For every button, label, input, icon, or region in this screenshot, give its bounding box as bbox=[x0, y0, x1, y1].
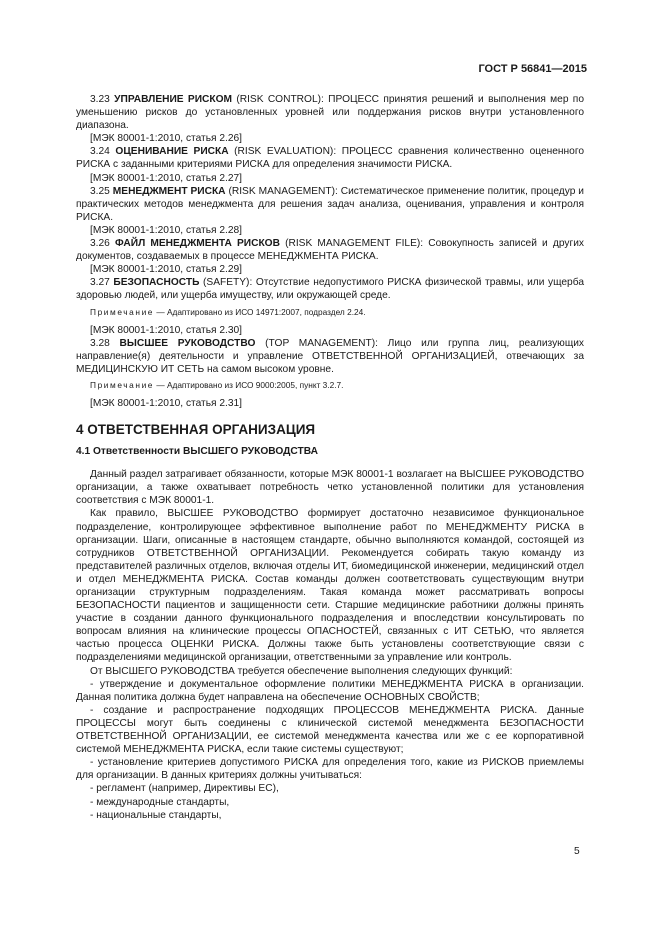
term-entry-3-27: 3.27 БЕЗОПАСНОСТЬ (SAFETY): Отсутствие недопустимого РИСКА физической травмы, или ущерба здоровью людей, или ущерба имуществу, или окружающей среде. bbox=[76, 277, 584, 302]
sub-list-item: - международные стандарты, bbox=[90, 796, 230, 808]
paragraph: Как правило, ВЫСШЕЕ РУКОВОДСТВО формирует достаточно независимое функциональное подразделение, контролирующее эффективное выполнение работ по МЕНЕДЖМЕНТУ РИСКА в организации. Шаги, описанные в настоящем стандарте, обычно выполняются командой, состоящей из сотрудников ОТВЕТСТВЕННОЙ ОРГАНИЗАЦИИ. Рекомендуется собирать такую команду из представителей различных отделов, включая отделы ИТ, биомедицинской инженерии, медицинский отдел и отдел МЕНЕДЖМЕНТА РИСКА. Состав команды должен соответствовать существующим внутри организации структурным подразделениям. Такая команда может рассматривать вопросы БЕЗОПАСНОСТИ пациентов и защищенности сети. Старшие медицинские работники должны принять участие в создании данного функционального подразделения и впоследствии консультировать по вопросам влияния на клинические процессы ОПАСНОСТЕЙ, связанных с ИТ СЕТЬЮ, что является частью процесса ОЦЕНКИ РИСКА. Должны также быть установлены соответствующие связи с подразделениями медицинской организации, ответственными за управление или контроль. bbox=[76, 508, 584, 664]
list-item: - создание и распространение подходящих ПРОЦЕССОВ МЕНЕДЖМЕНТА РИСКА. Данные ПРОЦЕССЫ могут быть соединены с клинической системой менеджмента БЕЗОПАСНОСТИ ОТВЕТСТВЕННОЙ ОРГАНИЗАЦИИ, ее системой менеджмента качества или же с ее корпоративной системой МЕНЕДЖМЕНТА РИСКА, если такие системы существуют; bbox=[76, 704, 584, 756]
document-header: ГОСТ Р 56841—2015 bbox=[478, 63, 587, 75]
sub-list-item: - регламент (например, Директивы ЕС), bbox=[90, 783, 279, 795]
term-entry-3-26: 3.26 ФАЙЛ МЕНЕДЖМЕНТА РИСКОВ (RISK MANAGEMENT FILE): Совокупность записей и других документов, создаваемых в процессе МЕНЕДЖМЕНТА РИСКА. bbox=[76, 238, 584, 263]
subsection-title: 4.1 Ответственности ВЫСШЕГО РУКОВОДСТВА bbox=[76, 446, 318, 458]
term-reference: [МЭК 80001-1:2010, статья 2.27] bbox=[90, 172, 243, 184]
document-body bbox=[76, 93, 584, 822]
term-reference: [МЭК 80001-1:2010, статья 2.31] bbox=[90, 397, 243, 409]
section-title: 4 ОТВЕТСТВЕННАЯ ОРГАНИЗАЦИЯ bbox=[76, 421, 316, 437]
term-entry-3-28: 3.28 ВЫСШЕЕ РУКОВОДСТВО (TOP MANAGEMENT): Лицо или группа лиц, реализующих направление(я) деятельности и управление ОТВЕТСТВЕННОЙ ОРГАНИЗАЦИЕЙ, отвечающих за МЕДИЦИНСКУЮ ИТ СЕТЬ на самом высоком уровне. bbox=[76, 337, 584, 375]
term-note: Примечание — Адаптировано из ИСО 14971:2007, подраздел 2.24. bbox=[90, 306, 366, 317]
list-item: - установление критериев допустимого РИСКА для определения того, какие из РИСКОВ приемлемы для организации. В данных критериях должны учитываться: bbox=[76, 757, 584, 782]
term-reference: [МЭК 80001-1:2010, статья 2.26] bbox=[90, 133, 243, 145]
term-reference: [МЭК 80001-1:2010, статья 2.29] bbox=[90, 264, 243, 276]
sub-list-item: - национальные стандарты, bbox=[90, 809, 222, 821]
term-entry-3-25: 3.25 МЕНЕДЖМЕНТ РИСКА (RISK MANAGEMENT): Систематическое применение политик, процедур и практических методов менеджмента для решения задач анализа, оценивания, управления и контроля РИСКА. bbox=[76, 185, 584, 223]
term-note: Примечание — Адаптировано из ИСО 9000:2005, пункт 3.2.7. bbox=[90, 379, 344, 390]
term-entry-3-23: 3.23 УПРАВЛЕНИЕ РИСКОМ (RISK CONTROL): ПРОЦЕСС принятия решений и выполнения мер по уменьшению рисков до установленных уровней или поддержания рисков внутри установленного диапазона. bbox=[76, 94, 584, 132]
term-entry-3-24: 3.24 ОЦЕНИВАНИЕ РИСКА (RISK EVALUATION): ПРОЦЕСС сравнения количественно оцененного РИСКА с заданными критериями РИСКА для определения значимости РИСКА. bbox=[76, 146, 584, 171]
page-number: 5 bbox=[574, 846, 580, 857]
term-reference: [МЭК 80001-1:2010, статья 2.30] bbox=[90, 324, 243, 336]
list-item: - утверждение и документальное оформление политики МЕНЕДЖМЕНТА РИСКА в организации. Данная политика должна будет направлена на обеспечение ОСНОВНЫХ СВОЙСТВ; bbox=[76, 678, 584, 703]
term-reference: [МЭК 80001-1:2010, статья 2.28] bbox=[90, 224, 243, 236]
paragraph: Данный раздел затрагивает обязанности, которые МЭК 80001-1 возлагает на ВЫСШЕЕ РУКОВОДСТВО организации, а также охватывает потребность четко установленной политики для установления соответствия с МЭК 80001-1. bbox=[76, 469, 584, 507]
paragraph: От ВЫСШЕГО РУКОВОДСТВА требуется обеспечение выполнения следующих функций: bbox=[90, 665, 513, 677]
